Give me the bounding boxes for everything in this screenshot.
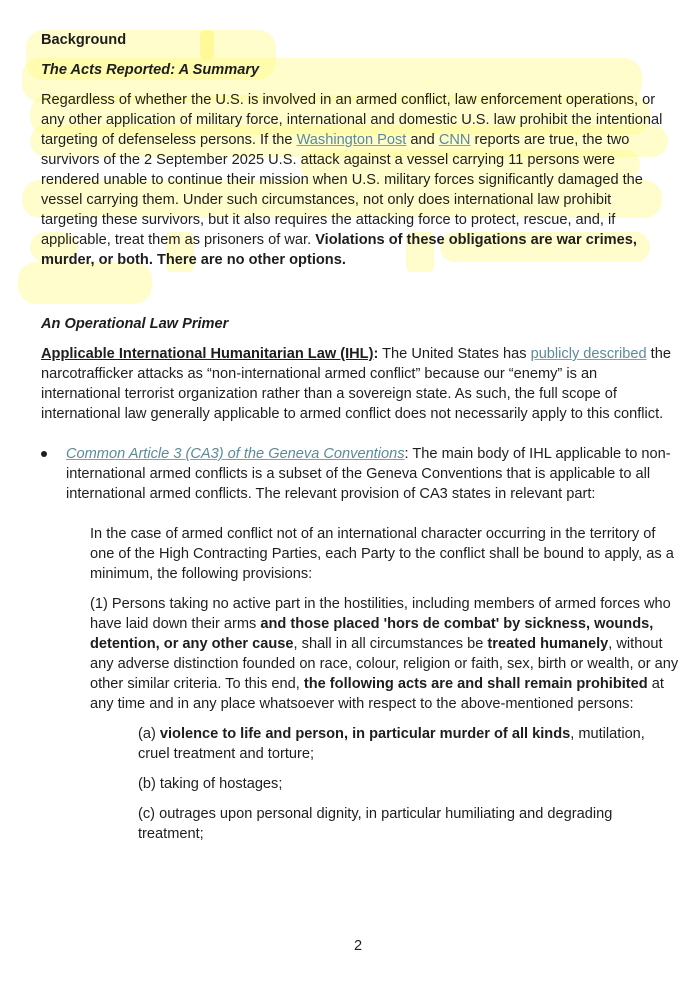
provision-text: at any time and in any place whatsoever with respect to the above-mentioned persons: [90, 676, 664, 712]
ca3-quote-intro: In the case of armed conflict not of an international character occurring in the territory of one of the High Contracting Parties, each Party to the conflict shall be bound to apply, as a minimum, the following provisions: [90, 526, 674, 582]
ihl-text: The United States has [378, 346, 531, 362]
item-text: , mutilation, cruel treatment and torture; [138, 726, 645, 762]
summary-conclusion: Violations of these obligations are war crimes, murder, or both. There are no other options. [41, 232, 637, 268]
section-heading-background: Background [41, 32, 127, 48]
ca3-paragraph [66, 444, 671, 504]
ca3-text: : The main body of IHL applicable to non-international armed conflicts is a subset of the Geneva Conventions that is applicable to all international armed conflicts. The relevant provision of CA3 states in relevant part: [66, 446, 671, 502]
ihl-paragraph [41, 344, 671, 424]
summary-paragraph [41, 90, 671, 270]
prohibited-act-b: (b) taking of hostages; [138, 776, 283, 792]
provision-text: (1) Persons taking no active part in the hostilities, including members of armed forces who have laid down their arms [90, 596, 671, 632]
ihl-text: the narcotrafficker attacks as “non-international armed conflict” because our “enemy” is an international terrorist organization rather than a sovereign state. As such, the full scope of international law generally applicable to armed conflict does not necessarily apply to this conflict. [41, 346, 671, 422]
ihl-colon: : [373, 346, 379, 362]
provision-text: , without any adverse distinction founded on race, colour, religion or faith, sex, birth or wealth, or any other similar criteria. To this end, [90, 636, 679, 692]
item-bold: violence to life and person, in particular murder of all kinds [159, 726, 571, 742]
summary-text: reports are true, the two survivors of the 2 September 2025 U.S. attack against a vessel carrying 11 persons were rendered unable to continue their mission when U.S. military forces significantly damaged the vessel carrying them. Under such circumstances, not only does international law prohibit targeting these survivors, but it also requires the attacking force to protect, rescue, and, if applicable, treat them as prisoners of war. [41, 132, 643, 248]
provision-bold: and those placed 'hors de combat' by sickness, wounds, detention, or any other cause [90, 616, 654, 652]
subheading-acts-reported: The Acts Reported: A Summary [41, 62, 260, 78]
prohibited-act-c: (c) outrages upon personal dignity, in particular humiliating and degrading treatment; [138, 806, 613, 842]
provision-bold: treated humanely [487, 636, 609, 652]
page-number: 2 [353, 938, 363, 954]
ihl-label: Applicable International Humanitarian Law (IHL) [41, 346, 374, 362]
common-article-3-link[interactable]: Common Article 3 (CA3) of the Geneva Conventions [66, 446, 405, 462]
ca3-provision-1 [41, 594, 680, 714]
washington-post-link[interactable]: Washington Post [296, 132, 407, 148]
document-body [41, 30, 679, 844]
provision-text: , shall in all circumstances be [293, 636, 488, 652]
item-prefix: (a) [138, 726, 160, 742]
section-heading-primer: An Operational Law Primer [41, 316, 229, 332]
cnn-link[interactable]: CNN [438, 132, 471, 148]
summary-text: and [406, 132, 439, 148]
publicly-described-link[interactable]: publicly described [530, 346, 647, 362]
provision-bold: the following acts are and shall remain prohibited [303, 676, 648, 692]
bullet-icon [41, 451, 47, 457]
prohibited-act-a [41, 724, 678, 764]
bullet-item-ca3 [41, 444, 671, 504]
summary-text: Regardless of whether the U.S. is involved in an armed conflict, law enforcement operations, or any other application of military force, international and domestic U.S. law prohibit the intentional targeting of defenseless persons. If the [41, 92, 663, 148]
